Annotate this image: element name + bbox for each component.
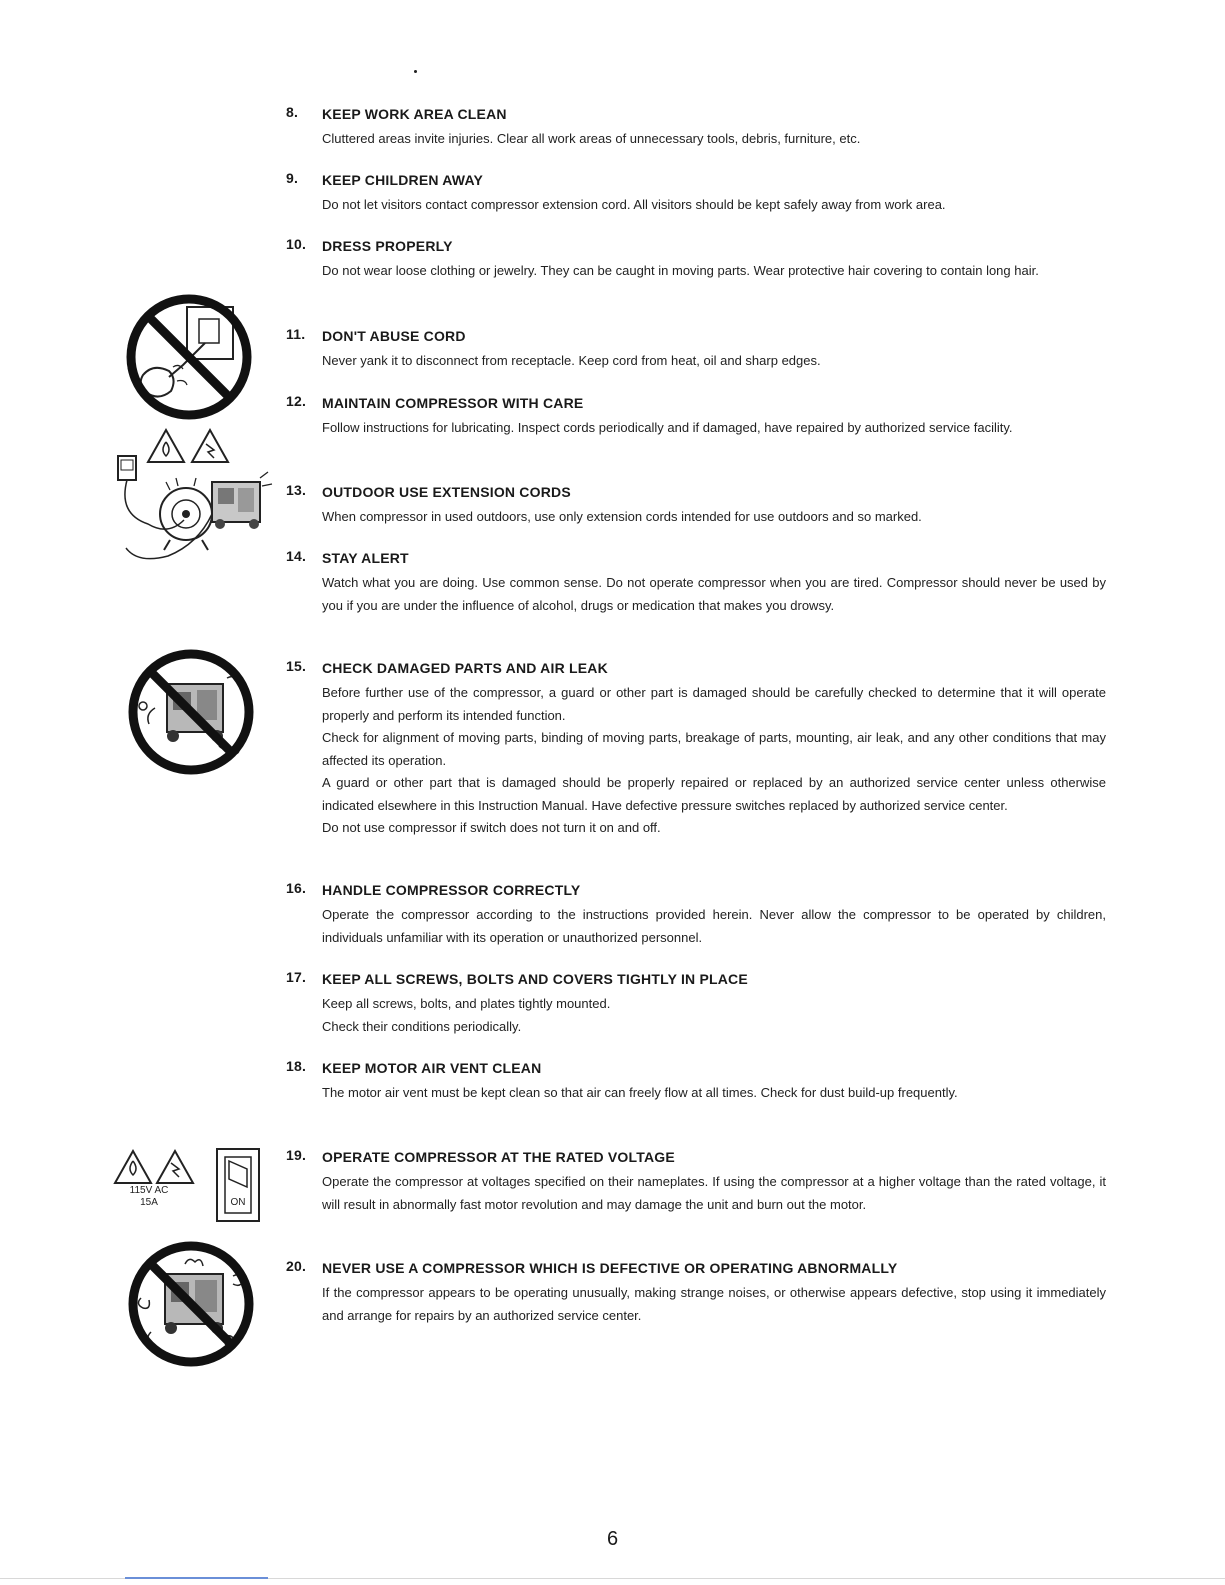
safety-item-18 — [286, 1058, 1106, 1105]
item-paragraph: Operate the compressor at voltages specified on their nameplates. If using the compressor at a higher voltage than the rated voltage, it will result in abnormally fast motor revolution and may damage the unit and burn out the motor. — [322, 1174, 1106, 1212]
item-paragraph: Follow instructions for lubricating. Inspect cords periodically and if damaged, have repaired by authorized service facility. — [322, 420, 1013, 435]
item-title: KEEP WORK AREA CLEAN — [322, 106, 507, 122]
item-body — [322, 350, 1106, 373]
item-number: 14. — [286, 548, 307, 564]
item-number: 13. — [286, 482, 307, 498]
item-number: 16. — [286, 880, 307, 896]
item-body — [322, 993, 1106, 1038]
item-paragraph: The motor air vent must be kept clean so that air can freely flow at all times. Check for dust build-up frequently. — [322, 1085, 958, 1100]
item-title: KEEP CHILDREN AWAY — [322, 172, 484, 188]
item-title: CHECK DAMAGED PARTS AND AIR LEAK — [322, 660, 608, 676]
safety-item-19 — [286, 1147, 1106, 1216]
item-number: 15. — [286, 658, 307, 674]
safety-item-11 — [286, 326, 1106, 373]
voltage-label: 115V AC — [129, 1185, 169, 1196]
safety-item-12 — [286, 393, 1106, 440]
item-title: STAY ALERT — [322, 550, 409, 566]
safety-item-10 — [286, 236, 1106, 283]
item-paragraph: Never yank it to disconnect from receptacle. Keep cord from heat, oil and sharp edges. — [322, 353, 821, 368]
item-paragraph: Do not use compressor if switch does not turn it on and off. — [322, 820, 661, 835]
item-number: 10. — [286, 236, 307, 252]
item-paragraph: If the compressor appears to be operating unusually, making strange noises, or otherwise appears defective, stop using it immediately and arrange for repairs by an authorized service center. — [322, 1285, 1106, 1323]
item-body — [322, 260, 1106, 283]
rated-voltage-warning-icon — [113, 1147, 265, 1225]
item-paragraph: Keep all screws, bolts, and plates tightly mounted. — [322, 996, 611, 1011]
safety-item-13 — [286, 482, 1106, 529]
item-title: HANDLE COMPRESSOR CORRECTLY — [322, 882, 581, 898]
no-defective-compressor-icon — [115, 1240, 267, 1368]
item-paragraph: Operate the compressor according to the instructions provided herein. Never allow the compressor to be operated by children, individuals unfamiliar with its operation or unauthorized personnel. — [322, 907, 1106, 945]
item-body — [322, 572, 1106, 617]
item-number: 11. — [286, 326, 306, 342]
footer-marker — [125, 1577, 268, 1579]
amp-label: 15A — [140, 1197, 158, 1208]
item-body — [322, 1171, 1106, 1216]
safety-item-9 — [286, 170, 1106, 217]
safety-item-8 — [286, 104, 1106, 151]
item-number: 17. — [286, 969, 307, 985]
item-title: OUTDOOR USE EXTENSION CORDS — [322, 484, 571, 500]
item-title: NEVER USE A COMPRESSOR WHICH IS DEFECTIVE OR OPERATING ABNORMALLY — [322, 1260, 898, 1276]
item-paragraph: Cluttered areas invite injuries. Clear all work areas of unnecessary tools, debris, furniture, etc. — [322, 131, 861, 146]
item-paragraph: When compressor in used outdoors, use only extension cords intended for use outdoors and so marked. — [322, 509, 922, 524]
item-body — [322, 506, 1106, 529]
no-yank-cord-icon — [113, 293, 265, 421]
item-number: 8. — [286, 104, 299, 120]
item-number: 19. — [286, 1147, 307, 1163]
item-number: 18. — [286, 1058, 307, 1074]
item-number: 12. — [286, 393, 307, 409]
item-paragraph: Check for alignment of moving parts, binding of moving parts, breakage of parts, mounting, air leak, and any other conditions that may affected its operation. — [322, 730, 1106, 768]
item-body — [322, 194, 1106, 217]
page-number: 6 — [606, 1528, 619, 1550]
item-title: KEEP MOTOR AIR VENT CLEAN — [322, 1060, 542, 1076]
item-body — [322, 682, 1106, 840]
item-title: MAINTAIN COMPRESSOR WITH CARE — [322, 395, 584, 411]
item-paragraph: Before further use of the compressor, a guard or other part is damaged should be carefully checked to determine that it will operate properly and perform its intended function. — [322, 685, 1106, 723]
item-title: OPERATE COMPRESSOR AT THE RATED VOLTAGE — [322, 1149, 675, 1165]
item-body — [322, 128, 1106, 151]
item-number: 20. — [286, 1258, 307, 1274]
item-body — [322, 904, 1106, 949]
switch-on-label: ON — [230, 1197, 246, 1208]
item-title: DRESS PROPERLY — [322, 238, 453, 254]
safety-item-15 — [286, 658, 1106, 840]
item-body — [322, 1082, 1106, 1105]
item-paragraph: Do not let visitors contact compressor extension cord. All visitors should be kept safely away from work area. — [322, 197, 946, 212]
item-paragraph: Do not wear loose clothing or jewelry. They can be caught in moving parts. Wear protective hair covering to contain long hair. — [322, 263, 1039, 278]
no-damaged-compressor-icon — [115, 648, 267, 776]
stray-dot — [414, 70, 417, 73]
extension-cord-warning-icon — [108, 424, 284, 572]
item-number: 9. — [286, 170, 299, 186]
item-paragraph: Watch what you are doing. Use common sense. Do not operate compressor when you are tired. Compressor should never be used by you if you are under the influence of alcohol, drugs or medication that makes you drowsy. — [322, 575, 1106, 613]
item-body — [322, 417, 1106, 440]
item-paragraph: Check their conditions periodically. — [322, 1018, 522, 1034]
safety-item-14 — [286, 548, 1106, 617]
item-title: DON'T ABUSE CORD — [322, 328, 466, 344]
item-body — [322, 1282, 1106, 1327]
item-paragraph: A guard or other part that is damaged should be properly repaired or replaced by an authorized service center unless otherwise indicated elsewhere in this Instruction Manual. Have defective pressure switches replaced by authorized service center. — [322, 775, 1106, 813]
safety-item-20 — [286, 1258, 1106, 1327]
item-title: KEEP ALL SCREWS, BOLTS AND COVERS TIGHTLY IN PLACE — [322, 971, 748, 987]
safety-item-17 — [286, 969, 1106, 1038]
safety-item-16 — [286, 880, 1106, 949]
